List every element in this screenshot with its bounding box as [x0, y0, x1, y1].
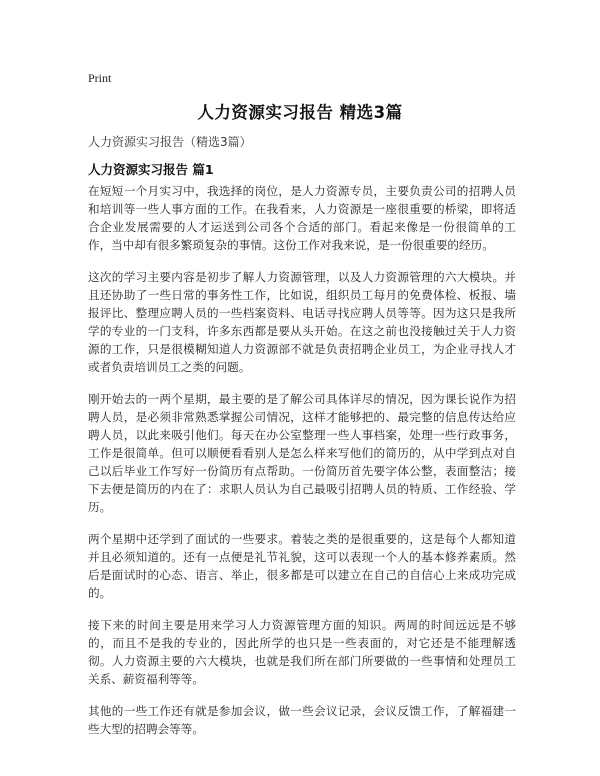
paragraph: 接下来的时间主要是用来学习人力资源管理方面的知识。两周的时间远远是不够的，而且不是我的专业的，因此所学的也只是一些表面的，对它还是不能理解透彻。人力资源主要的六大模块，也就是我们所在部门所要做的一些事情和处理员工关系、薪资福利等等。 — [88, 618, 516, 686]
article-body — [88, 182, 516, 752]
page-title: 人力资源实习报告 精选3篇 — [197, 103, 403, 122]
paragraph: 两个星期中还学到了面试的一些要求。着装之类的是很重要的，这是每个人都知道并且必须知道的。还有一点便是礼节礼貌，这可以表现一个人的基本修养素质。然后是面试时的心态、语言、举止，很多都是可以建立在自己的自信心上来成功完成的。 — [88, 532, 516, 600]
paragraph: 其他的一些工作还有就是参加会议，做一些会议记录，会议反馈工作，了解福建一些大型的招聘会等等。 — [88, 704, 516, 736]
paragraph: 刚开始去的一两个星期，最主要的是了解公司具体详尽的情况，因为课长说作为招聘人员，是必须非常熟悉掌握公司情况，这样才能够把的、最完整的信息传达给应聘人员，以此来吸引他们。每天在办公室整理一些人事档案，处理一些行政事务，工作是很简单。但可以顺便看看别人是怎么样来写他们的简历的，从中学到点对自己以后毕业工作写好一份简历有点帮助。一份简历首先要字体公整，表面整洁；接下去便是简历的内在了：求职人员认为自己最吸引招聘人员的特质、工作经验、学历。 — [88, 392, 516, 514]
paragraph: 在短短一个月实习中，我选择的岗位，是人力资源专员，主要负责公司的招聘人员和培训等一些人事方面的工作。在我看来，人力资源是一座很重要的桥梁，即将适合企业发展需要的人才运送到公司各个合适的部门。看起来像是一份很简单的工作，当中却有很多繁琐复杂的事情。这份工作对我来说，是一份很重要的经历。 — [88, 184, 516, 252]
print-link[interactable]: Print — [88, 71, 112, 85]
document-subtitle: 人力资源实习报告（精选3篇） — [88, 135, 252, 149]
paragraph: 这次的学习主要内容是初步了解人力资源管理，以及人力资源管理的六大模块。并且还协助了一些日常的事务性工作，比如说，组织员工每月的免费体检、板报、墙报评比、整理应聘人员的一些档案资料、电话寻找应聘人员等等。因为这只是我所学的专业的一门支科，许多东西都是要从头开始。在这之前也没接触过关于人力资源的工作，只是很模糊知道人力资源部不就是负责招聘企业员工，为企业寻找人才或者负责培训员工之类的问题。 — [88, 270, 516, 374]
section-heading: 人力资源实习报告 篇1 — [88, 162, 214, 177]
